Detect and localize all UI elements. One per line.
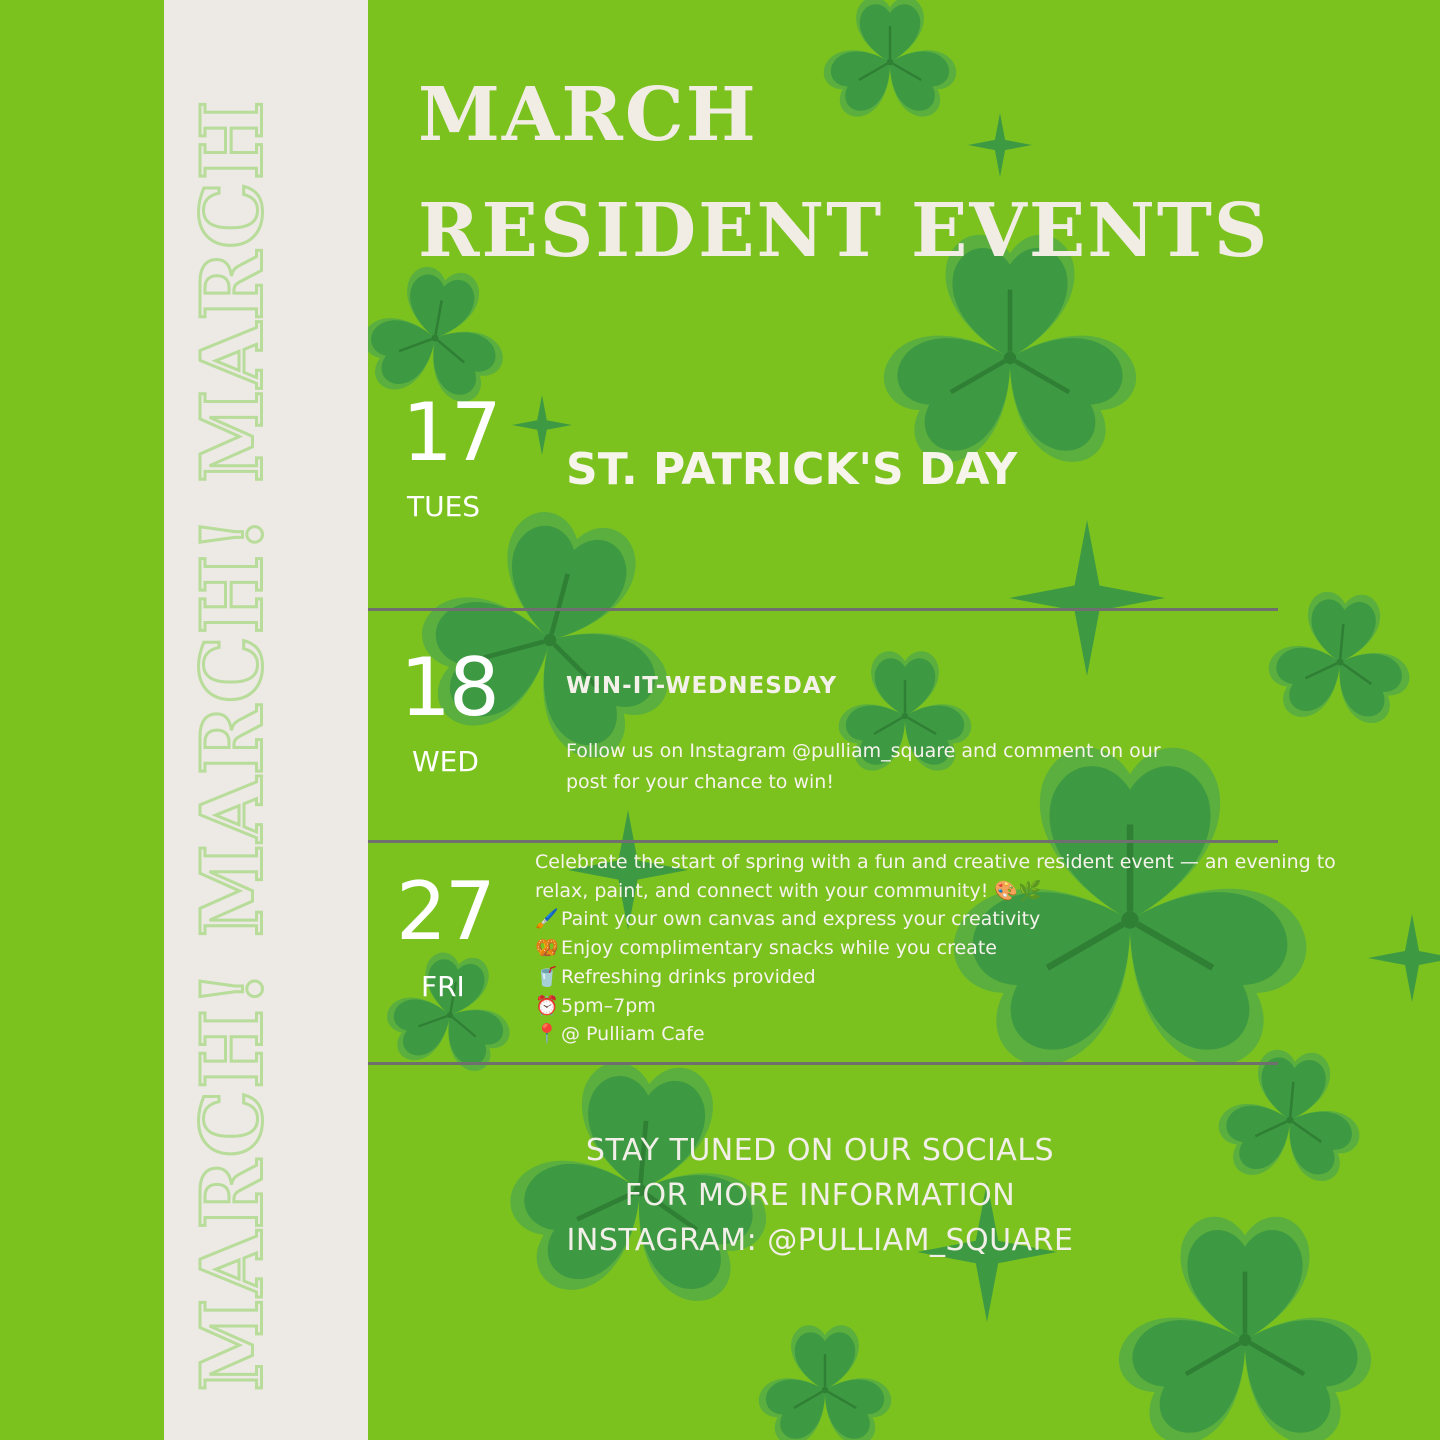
event-bullet bbox=[535, 1020, 1336, 1049]
footer-line: FOR MORE INFORMATION bbox=[624, 1178, 1016, 1213]
divider bbox=[368, 608, 1278, 611]
event-bullet-text: Paint your own canvas and express your creativity bbox=[561, 908, 1041, 931]
alarm-clock-icon: ⏰ bbox=[535, 994, 559, 1017]
event-day: TUES bbox=[407, 490, 481, 523]
location-pin-icon: 📍 bbox=[535, 1023, 559, 1046]
event-bullet bbox=[535, 992, 1336, 1021]
shamrock-icon bbox=[1106, 1217, 1384, 1440]
sparkle-icon bbox=[1009, 520, 1165, 676]
event-date: 17 bbox=[402, 386, 500, 479]
shamrock-icon bbox=[1257, 587, 1424, 735]
event-description-line: relax, paint, and connect with your community! 🎨🌿 bbox=[535, 879, 1042, 902]
paintbrush-icon: 🖌️ bbox=[535, 908, 559, 931]
divider bbox=[368, 1062, 1278, 1065]
footer-instagram-handle: INSTAGRAM: @PULLIAM_SQUARE bbox=[566, 1223, 1074, 1258]
event-bullet bbox=[535, 934, 1336, 963]
sparkle-icon bbox=[512, 395, 572, 455]
event-date: 27 bbox=[396, 865, 494, 958]
event-description bbox=[535, 848, 1336, 1049]
event-day: FRI bbox=[421, 970, 465, 1003]
event-description-line: post for your chance to win! bbox=[566, 771, 834, 793]
event-bullet bbox=[535, 905, 1336, 934]
pretzel-icon: 🥨 bbox=[535, 937, 559, 960]
divider bbox=[368, 840, 1278, 843]
sparkle-icon bbox=[968, 113, 1032, 177]
side-banner-text: MARCH! MARCH! MARCH bbox=[182, 98, 282, 1392]
event-bullet-text: Refreshing drinks provided bbox=[561, 965, 816, 988]
drink-cup-icon: 🥤 bbox=[535, 965, 559, 988]
footer bbox=[520, 1128, 1120, 1263]
footer-line: STAY TUNED ON OUR SOCIALS bbox=[585, 1133, 1055, 1168]
event-title: WIN-IT-WEDNESDAY bbox=[566, 673, 838, 699]
sparkle-icon bbox=[1368, 914, 1440, 1002]
event-day: WED bbox=[412, 745, 479, 778]
event-description-line: Celebrate the start of spring with a fun and creative resident event — an evening to bbox=[535, 851, 1336, 873]
event-bullet-text: @ Pulliam Cafe bbox=[561, 1023, 705, 1046]
event-description bbox=[566, 736, 1161, 798]
shamrock-icon bbox=[752, 1325, 898, 1440]
event-bullet bbox=[535, 963, 1336, 992]
shamrock-icon bbox=[817, 0, 963, 124]
event-bullet-text: Enjoy complimentary snacks while you create bbox=[561, 937, 997, 960]
event-date: 18 bbox=[400, 641, 498, 734]
event-title: ST. PATRICK'S DAY bbox=[566, 444, 1018, 495]
title-line-2: RESIDENT EVENTS bbox=[418, 188, 1270, 274]
event-bullet-text: 5pm–7pm bbox=[561, 994, 656, 1017]
shamrock-icon bbox=[1207, 1045, 1374, 1193]
event-description-line: Follow us on Instagram @pulliam_square and comment on our bbox=[566, 740, 1161, 762]
title-line-1: MARCH bbox=[418, 72, 758, 158]
